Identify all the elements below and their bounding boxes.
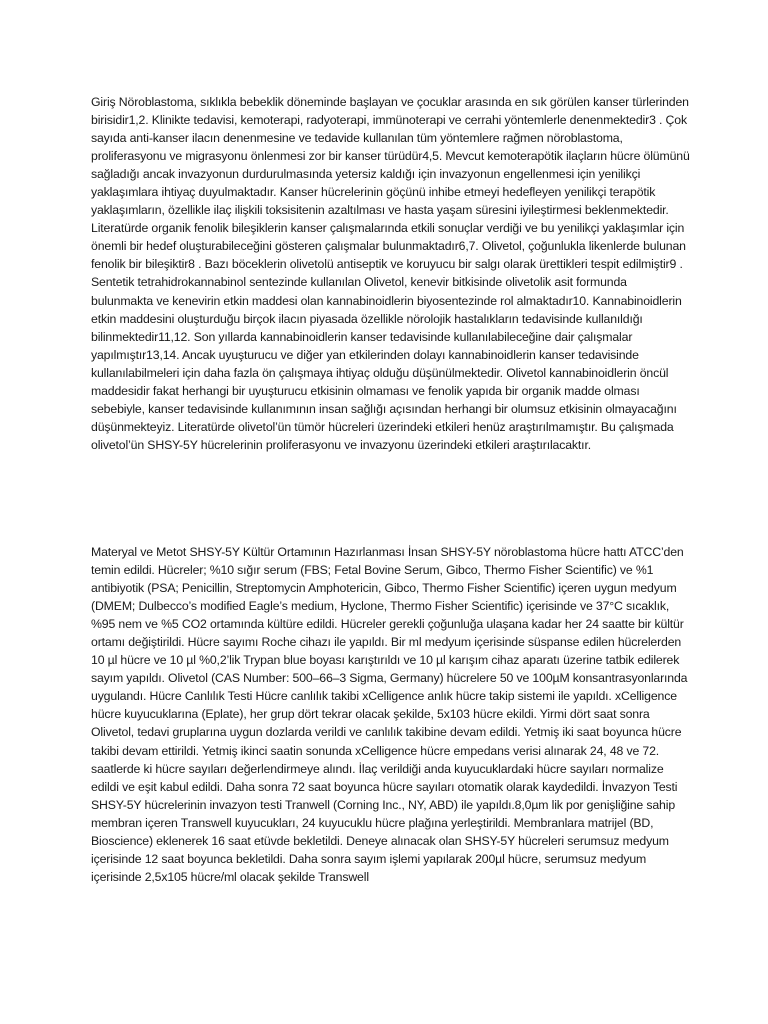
methods-paragraph: Materyal ve Metot SHSY-5Y Kültür Ortamının Hazırlanması İnsan SHSY-5Y nöroblastoma hücre hattı ATCC’den temin edildi. Hücreler; %10 sığır serum (FBS; Fetal Bovine Serum, Gibco, Thermo Fisher Scientific) ve %1 antibiyotik (PSA; Penicillin, Streptomycin Amphotericin, Gibco, Thermo Fisher Scientific) içeren uygun medyum (DMEM; Dulbecco’s modified Eagle’s medium, Hyclone, Thermo Fisher Scientific) içerisinde ve 37°C sıcaklık, %95 nem ve %5 CO2 ortamında kültüre edildi. Hücreler gerekli çoğunluğa ulaşana kadar her 24 saatte bir kültür ortamı değiştirildi. Hücre sayımı Roche cihazı ile yapıldı. Bir ml medyum içerisinde süspanse edilen hücrelerden 10 µl hücre ve 10 µl %0,2’lik Trypan blue boyası karıştırıldı ve 10 µl karışım cihaz aparatı üzerine tatbik edilerek sayım yapıldı. Olivetol (CAS Number: 500–66–3 Sigma, Germany) hücrelere 50 ve 100µM konsantrasyonlarında uygulandı. Hücre Canlılık Testi Hücre canlılık takibi xCelligence anlık hücre takip sistemi ile yapıldı. xCelligence hücre kuyucuklarına (Eplate), her grup dört tekrar olacak şekilde, 5x103 hücre ekildi. Yirmi dört saat sonra Olivetol, tedavi gruplarına uygun dozlarda verildi ve canlılık takibine devam edildi. Yetmiş iki saat boyunca hücre takibi devam ettirildi. Yetmiş ikinci saatin sonunda xCelligence hücre empedans verisi alınarak 24, 48 ve 72. saatlerde ki hücre sayıları değerlendirmeye alındı. İlaç verildiği anda kuyucuklardaki hücre sayıları normalize edildi ve eşit kabul edildi. Daha sonra 72 saat boyunca hücre sayıları otomatik olarak kaydedildi. İnvazyon Testi SHSY-5Y hücrelerinin invazyon testi Tranwell (Corning Inc., NY, ABD) ile yapıldı.8,0µm lik por genişliğine sahip membran içeren Transwell kuyucukları, 24 kuyucuklu hücre plağına yerleştirildi. Membranlara matrijel (BD, Bioscience) eklenerek 16 saat etüvde bekletildi. Deneye alınacak olan SHSY-5Y hücreleri serumsuz medyum içerisinde 12 saat boyunca bekletildi. Daha sonra sayım işlemi yapılarak 200µl hücre, serumsuz medyum içerisinde 2,5x105 hücre/ml olacak şekilde Transwell	[91, 545, 688, 884]
introduction-paragraph: Giriş Nöroblastoma, sıklıkla bebeklik döneminde başlayan ve çocuklar arasında en sık görülen kanser türlerinden birisidir1,2. Klinikte tedavisi, kemoterapi, radyoterapi, immünoterapi ve cerrahi yöntemlerle denenmektedir3 . Çok sayıda anti-kanser ilacın denenmesine ve tedavide kullanılan tüm yöntemlere rağmen nöroblastoma, proliferasyonu ve migrasyonu önlenmesi zor bir kanser türüdür4,5. Mevcut kemoterapötik ilaçların hücre ölümünü sağladığı ancak invazyonun durdurulmasında yetersiz kaldığı için invazyonun engellenmesi için yenilikçi yaklaşımlara ihtiyaç duyulmaktadır. Kanser hücrelerinin göçünü inhibe etmeyi hedefleyen yenilikçi terapötik yaklaşımların, özellikle ilaç ilişkili toksisitenin azaltılması ve hasta yaşam süresini iyileştirmesi beklenmektedir. Literatürde organik fenolik bileşiklerin kanser çalışmalarında etkili sonuçlar verdiği ve bu yenilikçi yaklaşımlar için önemli bir hedef oluşturabileceğini gösteren çalışmalar bulunmaktadır6,7. Olivetol, çoğunlukla likenlerde bulunan fenolik bir bileşiktir8 . Bazı böceklerin olivetolü antiseptik ve koruyucu bir salgı olarak ürettikleri tespit edilmiştir9 . Sentetik tetrahidrokannabinol sentezinde kullanılan Olivetol, kenevir bitkisinde olivetolik asit formunda bulunmakta ve kenevirin etkin maddesi olan kannabinoidlerin biyosentezinde rol almaktadır10. Kannabinoidlerin etkin maddesini oluşturduğu birçok ilacın piyasada özellikle nörolojik hastalıkların tedavisinde kullanıldığı bilinmektedir11,12. Son yıllarda kannabinoidlerin kanser tedavisinde kullanılabileceğine dair çalışmalar yapılmıştır13,14. Ancak uyuşturucu ve diğer yan etkilerinden dolayı kannabinoidlerin kanser tedavisinde kullanılabilmeleri için daha fazla ön çalışmaya ihtiyaç olduğu düşünülmektedir. Olivetol kannabinoidlerin öncül maddesidir fakat herhangi bir uyuşturucu etkisinin olmaması ve fenolik yapıda bir organik madde olması sebebiyle, kanser tedavisinde kullanımının insan sağlığı açısından herhangi bir olumsuz etkisinin olmayacağını düşünmekteyiz. Literatürde olivetol’ün tümör hücreleri üzerindeki etkileri henüz araştırılmamıştır. Bu çalışmada olivetol’ün SHSY-5Y hücrelerinin proliferasyonu ve invazyonu üzerindeki etkileri araştırılacaktır.	[91, 95, 690, 452]
